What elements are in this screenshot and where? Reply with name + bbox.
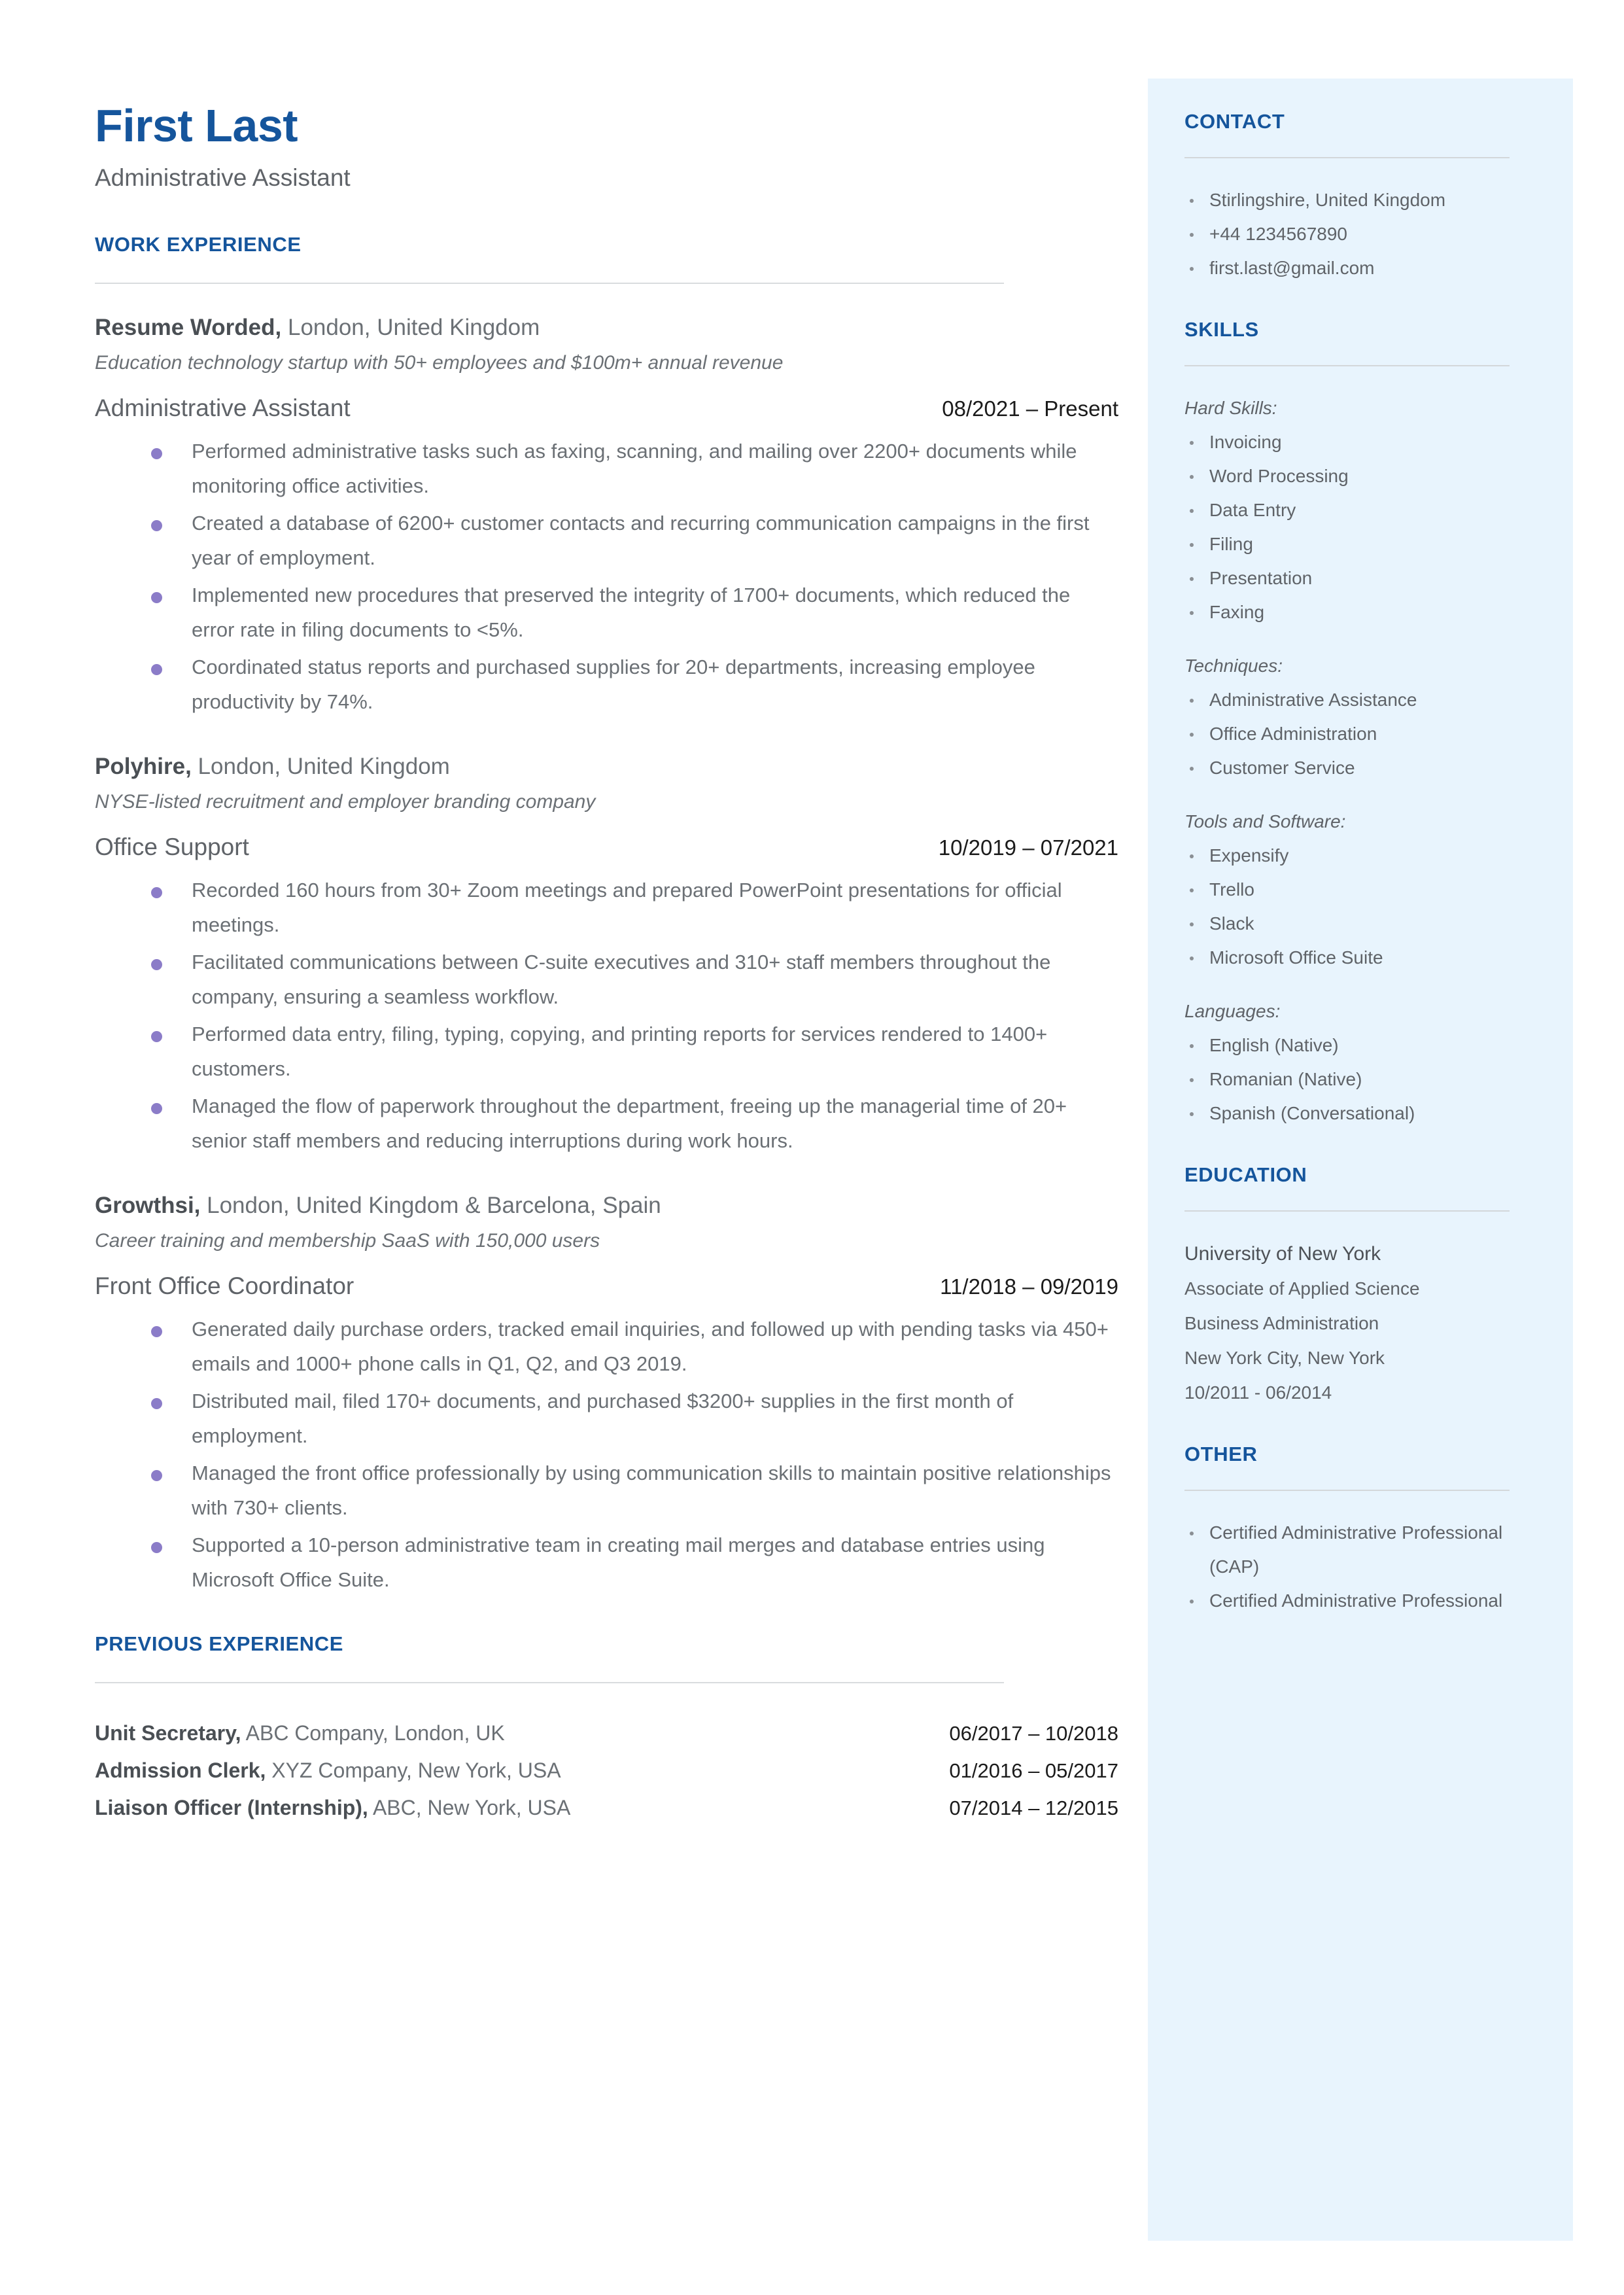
sidebar-heading-other: OTHER (1184, 1443, 1258, 1465)
previous-job-detail: XYZ Company, New York, USA (266, 1759, 561, 1782)
skills-group-label: Languages: (1184, 1001, 1281, 1021)
list-item: Presentation (1184, 561, 1539, 595)
sidebar-divider (1184, 1210, 1510, 1212)
previous-job-title: Unit Secretary, (95, 1721, 241, 1745)
list-item: Customer Service (1184, 751, 1539, 785)
main-column (95, 98, 1118, 1827)
page-title: First Last (95, 100, 298, 151)
previous-job-title: Liaison Officer (Internship), (95, 1796, 368, 1819)
company-description: Education technology startup with 50+ employees and $100m+ annual revenue (95, 352, 784, 374)
list-item: Faxing (1184, 595, 1539, 629)
list-item: Invoicing (1184, 425, 1539, 459)
sidebar-heading-contact: CONTACT (1184, 110, 1285, 133)
role-title: Administrative Assistant (95, 394, 351, 421)
company-name: Resume Worded, (95, 315, 282, 340)
sidebar (1148, 79, 1573, 2241)
company-line (95, 750, 1118, 783)
previous-job-detail: ABC Company, London, UK (241, 1721, 505, 1745)
company-location: London, United Kingdom (191, 754, 450, 779)
achievement-list (95, 434, 1118, 719)
company-location: London, United Kingdom & Barcelona, Spain (200, 1193, 661, 1218)
education-location: New York City, New York (1184, 1348, 1385, 1368)
list-item: Expensify (1184, 839, 1539, 873)
role-dates: 11/2018 – 09/2019 (940, 1274, 1118, 1299)
role-row (95, 394, 1118, 422)
other-list (1184, 1516, 1539, 1618)
list-item: Trello (1184, 873, 1539, 907)
job-entry (95, 1189, 1118, 1597)
section-heading-work-experience: WORK EXPERIENCE (95, 233, 302, 256)
list-item: Slack (1184, 907, 1539, 941)
contact-list (1184, 183, 1539, 285)
previous-job-dates: 01/2016 – 05/2017 (949, 1759, 1118, 1782)
sidebar-heading-education: EDUCATION (1184, 1163, 1307, 1186)
list-item: first.last@gmail.com (1184, 251, 1539, 285)
role-row (95, 1272, 1118, 1300)
list-item: Data Entry (1184, 493, 1539, 527)
list-item: English (Native) (1184, 1028, 1539, 1062)
previous-job-title: Admission Clerk, (95, 1759, 266, 1782)
list-item: Stirlingshire, United Kingdom (1184, 183, 1539, 217)
role-dates: 08/2021 – Present (942, 396, 1118, 421)
skills-hard-list (1184, 425, 1539, 629)
list-item: Certified Administrative Professional (CAP) (1184, 1516, 1539, 1584)
list-item: Performed data entry, filing, typing, copying, and printing reports for services rendered to 1400+ customers. (95, 1017, 1115, 1086)
previous-job-label (95, 1752, 561, 1789)
company-location: London, United Kingdom (281, 315, 540, 340)
list-item: Romanian (Native) (1184, 1062, 1539, 1096)
list-item: Performed administrative tasks such as faxing, scanning, and mailing over 2200+ documents while monitoring office activities. (95, 434, 1115, 503)
sidebar-divider (1184, 365, 1510, 366)
skills-tools-list (1184, 839, 1539, 975)
list-item: Spanish (Conversational) (1184, 1096, 1539, 1130)
education-school: University of New York (1184, 1243, 1381, 1265)
job-entry (95, 311, 1118, 719)
role-title: Front Office Coordinator (95, 1272, 354, 1299)
list-item: Created a database of 6200+ customer contacts and recurring communication campaigns in the first year of employment. (95, 506, 1115, 575)
achievement-list (95, 1312, 1118, 1597)
company-name: Polyhire, (95, 754, 192, 779)
list-item: Recorded 160 hours from 30+ Zoom meetings and prepared PowerPoint presentations for official meetings. (95, 873, 1115, 942)
list-item: Managed the flow of paperwork throughout the department, freeing up the managerial time of 20+ senior staff members and reducing interruptions during work hours. (95, 1089, 1115, 1158)
education-degree: Associate of Applied Science (1184, 1278, 1420, 1299)
achievement-list (95, 873, 1118, 1158)
table-row (95, 1752, 1118, 1789)
list-item: Distributed mail, filed 170+ documents, and purchased $3200+ supplies in the first month of employment. (95, 1384, 1115, 1453)
role-title: Office Support (95, 833, 249, 860)
company-description: NYSE-listed recruitment and employer branding company (95, 791, 596, 813)
list-item: Generated daily purchase orders, tracked email inquiries, and followed up with pending tasks via 450+ emails and 1000+ phone calls in Q1, Q2, and Q3 2019. (95, 1312, 1115, 1381)
sidebar-heading-skills: SKILLS (1184, 318, 1259, 341)
role-row (95, 833, 1118, 861)
list-item: Office Administration (1184, 717, 1539, 751)
previous-job-dates: 07/2014 – 12/2015 (949, 1796, 1118, 1819)
education-field: Business Administration (1184, 1313, 1379, 1333)
previous-job-label (95, 1789, 570, 1827)
list-item: Word Processing (1184, 459, 1539, 493)
job-entry (95, 750, 1118, 1158)
list-item: Filing (1184, 527, 1539, 561)
company-description: Career training and membership SaaS with 150,000 users (95, 1230, 600, 1252)
skills-group-label: Hard Skills: (1184, 398, 1277, 418)
company-line (95, 311, 1118, 344)
section-divider (95, 283, 1004, 284)
list-item: +44 1234567890 (1184, 217, 1539, 251)
list-item: Supported a 10-person administrative team in creating mail merges and database entries using Microsoft Office Suite. (95, 1528, 1115, 1597)
section-divider (95, 1682, 1004, 1683)
list-item: Facilitated communications between C-suite executives and 310+ staff members throughout the company, ensuring a seamless workflow. (95, 945, 1115, 1014)
table-row (95, 1789, 1118, 1827)
previous-job-label (95, 1715, 505, 1752)
skills-languages-list (1184, 1028, 1539, 1130)
skills-group-label: Tools and Software: (1184, 811, 1346, 832)
list-item: Certified Administrative Professional (1184, 1584, 1539, 1618)
company-name: Growthsi, (95, 1193, 201, 1218)
previous-job-dates: 06/2017 – 10/2018 (949, 1722, 1118, 1745)
job-title-subtitle: Administrative Assistant (95, 164, 351, 191)
role-dates: 10/2019 – 07/2021 (938, 835, 1118, 860)
education-dates: 10/2011 - 06/2014 (1184, 1382, 1332, 1403)
skills-techniques-list (1184, 683, 1539, 785)
company-line (95, 1189, 1118, 1222)
list-item: Managed the front office professionally by using communication skills to maintain positive relationships with 730+ clients. (95, 1456, 1115, 1525)
sidebar-divider (1184, 1490, 1510, 1491)
section-heading-previous-experience: PREVIOUS EXPERIENCE (95, 1632, 344, 1655)
list-item: Administrative Assistance (1184, 683, 1539, 717)
table-row (95, 1715, 1118, 1752)
list-item: Microsoft Office Suite (1184, 941, 1539, 975)
list-item: Coordinated status reports and purchased supplies for 20+ departments, increasing employee productivity by 74%. (95, 650, 1115, 719)
list-item: Implemented new procedures that preserved the integrity of 1700+ documents, which reduced the error rate in filing documents to <5%. (95, 578, 1115, 647)
sidebar-divider (1184, 157, 1510, 158)
skills-group-label: Techniques: (1184, 656, 1283, 676)
previous-job-detail: ABC, New York, USA (368, 1796, 571, 1819)
